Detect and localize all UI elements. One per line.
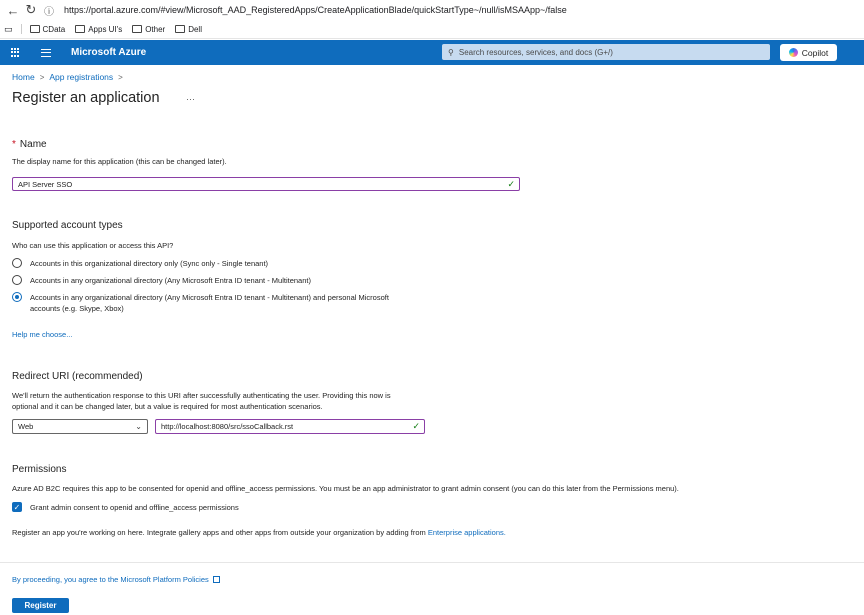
name-label: * Name bbox=[12, 139, 47, 150]
valid-check-icon: ✓ bbox=[507, 179, 515, 189]
folder-icon bbox=[132, 25, 142, 33]
register-button[interactable]: Register bbox=[12, 598, 69, 613]
footer-divider bbox=[0, 562, 864, 563]
search-placeholder: Search resources, services, and docs (G+/) bbox=[458, 47, 613, 57]
gallery-note: Register an app you're working on here. Integrate gallery apps and other apps from outside your organization by adding from Enterprise applications. bbox=[12, 528, 506, 537]
radio-button[interactable] bbox=[12, 258, 22, 268]
grant-consent-label: Grant admin consent to openid and offline_access permissions bbox=[30, 503, 239, 512]
required-marker: * bbox=[12, 139, 16, 150]
account-types-question: Who can use this application or access this API? bbox=[12, 241, 174, 250]
redirect-heading: Redirect URI (recommended) bbox=[12, 371, 143, 382]
bookmark-cdata[interactable]: CData bbox=[30, 25, 66, 34]
permissions-heading: Permissions bbox=[12, 464, 67, 475]
breadcrumb bbox=[12, 72, 128, 82]
folder-icon bbox=[75, 25, 85, 33]
radio-button[interactable] bbox=[12, 275, 22, 285]
bookmark-other[interactable]: Other bbox=[132, 25, 165, 34]
breadcrumb-app-registrations[interactable]: App registrations bbox=[49, 72, 114, 82]
app-launcher-icon[interactable] bbox=[11, 48, 21, 58]
radio-multitenant-personal[interactable]: Accounts in any organizational directory (Any Microsoft Entra ID tenant - Multitenant) and personal Microsoft accounts (e.g. Skype, Xbox) bbox=[12, 292, 389, 314]
back-icon[interactable]: ← bbox=[6, 2, 20, 18]
chevron-down-icon: ⌄ bbox=[135, 422, 142, 431]
breadcrumb-home[interactable]: Home bbox=[12, 72, 35, 82]
bookmarks-divider bbox=[21, 24, 22, 34]
global-search-input[interactable] bbox=[442, 44, 770, 60]
bookmark-dell[interactable]: Dell bbox=[175, 25, 202, 34]
grant-consent-checkbox-row[interactable] bbox=[12, 502, 239, 513]
bookmarks-bar bbox=[0, 20, 864, 39]
azure-top-bar bbox=[0, 40, 864, 65]
radio-button-selected[interactable] bbox=[12, 292, 22, 302]
bookmark-apps-uis[interactable]: Apps UI's bbox=[75, 25, 122, 34]
platform-policies-link[interactable]: By proceeding, you agree to the Microsoft Platform Policies bbox=[12, 575, 220, 584]
bookmark-menu-icon[interactable]: ▭ bbox=[4, 23, 13, 34]
permissions-description: Azure AD B2C requires this app to be consented for openid and offline_access permissions. You must be an app administrator to grant admin consent (you can do this later from the Permissions menu). bbox=[12, 484, 679, 493]
name-input[interactable] bbox=[12, 177, 520, 191]
chevron-right-icon: > bbox=[118, 72, 123, 82]
name-input-value: API Server SSO bbox=[18, 179, 73, 189]
external-link-icon bbox=[213, 576, 220, 583]
search-icon: ⚲ bbox=[448, 47, 454, 57]
chevron-right-icon: > bbox=[39, 72, 45, 82]
help-me-choose-link[interactable]: Help me choose... bbox=[12, 330, 73, 339]
redirect-description: We'll return the authentication response to this URI after successfully authenticating the user. Providing this now is optional and it can be changed later, but a value is required for most authentication scenarios. bbox=[12, 391, 391, 411]
brand-title[interactable]: Microsoft Azure bbox=[71, 47, 147, 58]
name-description: The display name for this application (this can be changed later). bbox=[12, 157, 227, 166]
address-bar[interactable]: https://portal.azure.com/#view/Microsoft_AAD_RegisteredApps/CreateApplicationBlade/quickStartType~/null/isMSAApp~/false bbox=[64, 5, 567, 15]
radio-single-tenant[interactable]: Accounts in this organizational directory only (Sync only - Single tenant) bbox=[12, 258, 268, 269]
redirect-uri-input[interactable] bbox=[155, 419, 425, 434]
hamburger-menu-icon[interactable] bbox=[41, 49, 51, 57]
reload-icon[interactable]: ↻ bbox=[25, 2, 37, 17]
redirect-uri-value: http://localhost:8080/src/ssoCallback.rst bbox=[161, 422, 294, 431]
enterprise-applications-link[interactable]: Enterprise applications. bbox=[427, 528, 506, 537]
site-info-icon[interactable]: ⓘ bbox=[44, 6, 54, 18]
folder-icon bbox=[175, 25, 185, 33]
browser-toolbar bbox=[0, 0, 864, 20]
folder-icon bbox=[30, 25, 40, 33]
valid-check-icon: ✓ bbox=[412, 421, 420, 431]
copilot-button[interactable]: Copilot bbox=[780, 44, 837, 61]
more-options-icon[interactable]: ··· bbox=[186, 94, 195, 104]
copilot-icon bbox=[789, 48, 798, 57]
platform-select-value: Web bbox=[18, 422, 34, 431]
account-types-heading: Supported account types bbox=[12, 220, 123, 231]
page-title: Register an application bbox=[12, 90, 160, 106]
platform-select[interactable] bbox=[12, 419, 148, 434]
radio-multitenant[interactable]: Accounts in any organizational directory (Any Microsoft Entra ID tenant - Multitenant) bbox=[12, 275, 311, 286]
checkbox-checked-icon[interactable]: ✓ bbox=[13, 502, 21, 512]
